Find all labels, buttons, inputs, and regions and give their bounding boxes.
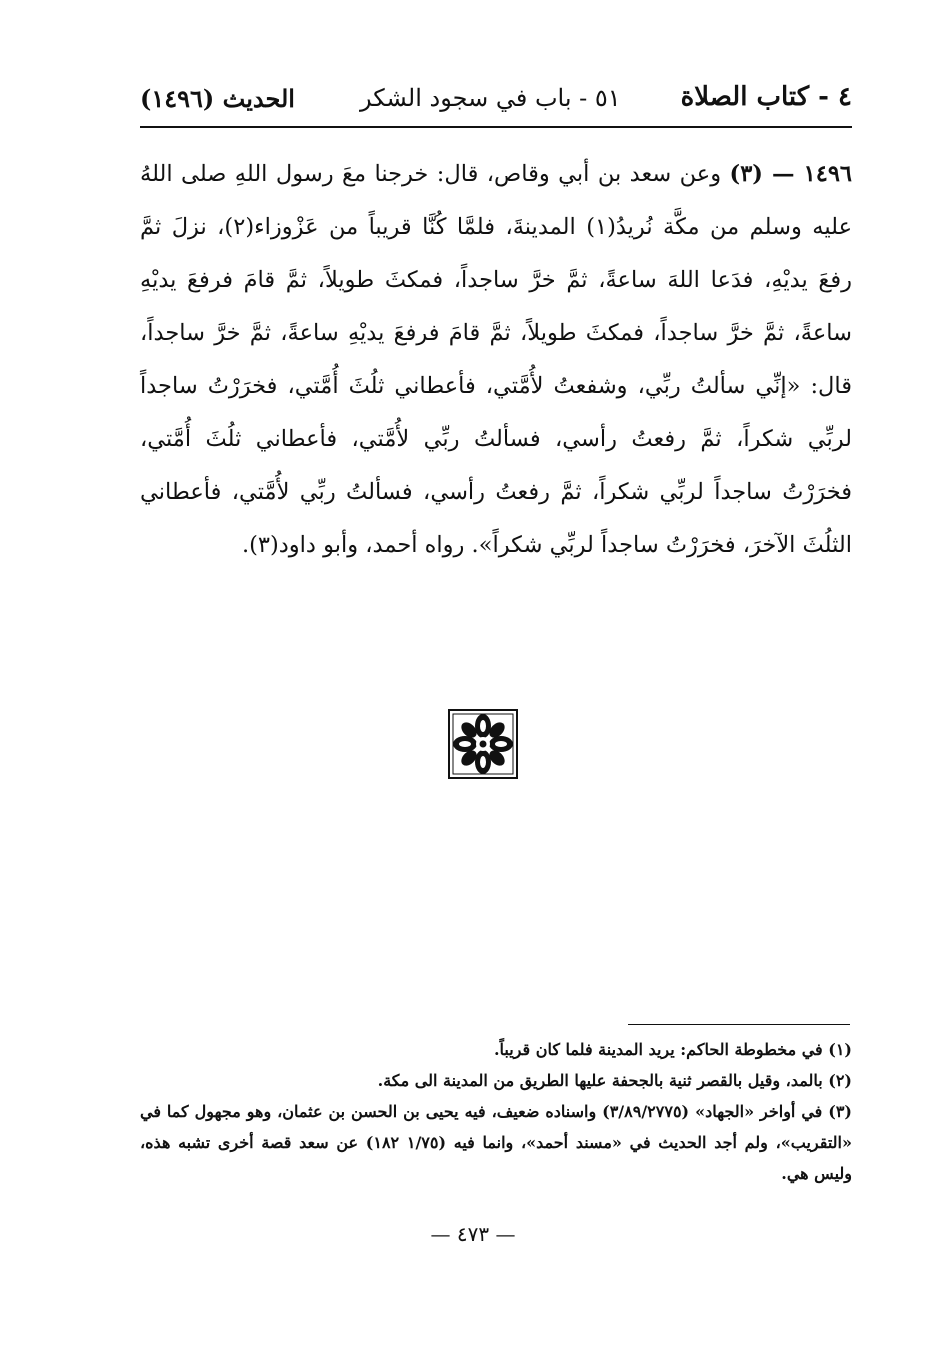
footnote-2: (٢) بالمد، وقيل بالقصر ثنية بالجحفة عليها الطريق من المدينة الى مكة. bbox=[377, 1071, 852, 1090]
hadith-body bbox=[140, 148, 852, 572]
hadith-reference: الحديث (١٤٩٦) bbox=[140, 84, 295, 113]
footnote-3: (٣) في أواخر «الجهاد» (٣/٨٩/٢٧٧٥) واسناده ضعيف، فيه يحيى بن الحسن بن عثمان، وهو مجهول كما في «التقريب»، ولم أجد الحديث في «مسند أحمد»، وانما فيه (١/٧٥ ١٨٢) عن سعد قصة أخرى تشبه هذه، وليس هي. bbox=[140, 1102, 853, 1183]
running-header bbox=[140, 82, 852, 124]
hadith-number: ١٤٩٦ — (٣) bbox=[729, 161, 853, 187]
section-title: ٥١ - باب في سجود الشكر bbox=[360, 84, 621, 112]
footnote-rule bbox=[628, 1024, 850, 1025]
footnote-1: (١) في مخطوطة الحاكم: يريد المدينة فلما كان قريباً. bbox=[493, 1040, 852, 1059]
floral-ornament-icon bbox=[447, 708, 519, 780]
footnotes bbox=[140, 1034, 852, 1189]
header-rule bbox=[140, 126, 852, 128]
hadith-text: وعن سعد بن أبي وقاص، قال: خرجنا معَ رسول اللهِ صلى اللهُ عليه وسلم من مكَّة نُريدُ(١) المدينةَ، فلمَّا كُنَّا قريباً من عَزْوزاء(٢)، نزلَ ثمَّ رفعَ يديْهِ، فدَعا اللهَ ساعةً، ثمَّ خرَّ ساجداً، فمكثَ طويلاً، ثمَّ قامَ فرفعَ يديْهِ ساعةً، ثمَّ خرَّ ساجداً، فمكثَ طويلاً، ثمَّ قامَ فرفعَ يديْهِ ساعةً، ثمَّ خرَّ ساجداً، قال: «إنِّي سألتُ ربِّي، وشفعتُ لأُمَّتي، فأعطاني ثلُثَ أُمَّتي، فخرَرْتُ ساجداً لربِّي شكراً، ثمَّ رفعتُ رأسي، فسألتُ ربِّي لأُمَّتي، فأعطاني ثلُثَ أُمَّتي، فخرَرْتُ ساجداً لربِّي شكراً، ثمَّ رفعتُ رأسي، فسألتُ ربِّي لأُمَّتي، فأعطاني الثلُثَ الآخرَ، فخرَرْتُ ساجداً لربِّي شكراً». رواه أحمد، وأبو داود(٣). bbox=[140, 161, 853, 558]
page-number: — ٤٧٣ — bbox=[430, 1222, 516, 1246]
chapter-title: ٤ - كتاب الصلاة bbox=[680, 82, 852, 112]
